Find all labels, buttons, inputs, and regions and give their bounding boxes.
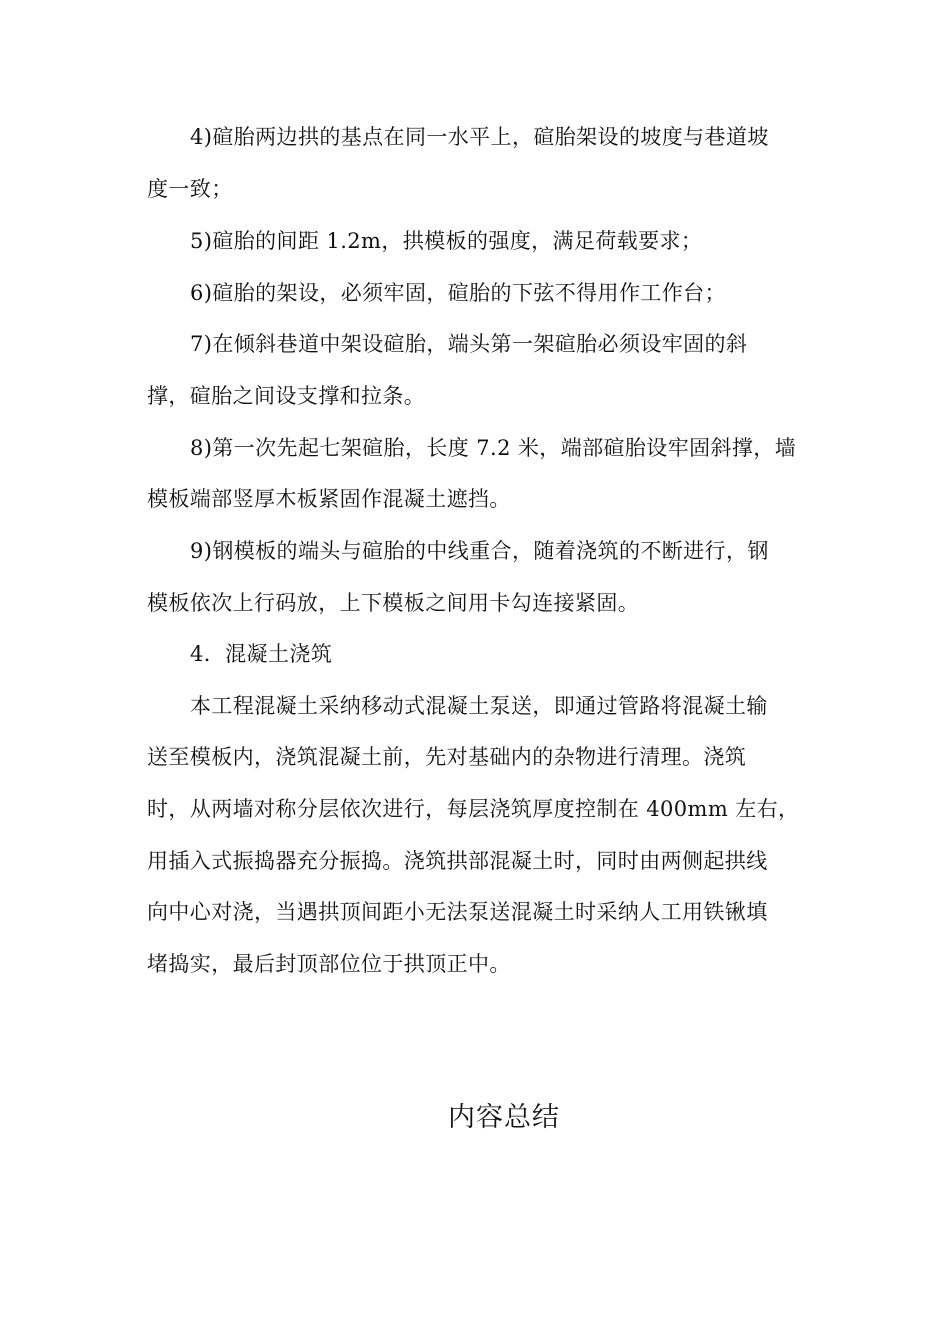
paragraph-line: 4)碹胎两边拱的基点在同一水平上，碹胎架设的坡度与巷道坡 xyxy=(190,125,769,149)
paragraph-line: 7)在倾斜巷道中架设碹胎，端头第一架碹胎必须设牢固的斜 xyxy=(190,332,748,356)
paragraph-line: 时，从两墙对称分层依次进行，每层浇筑厚度控制在 400mm 左右， xyxy=(147,797,800,821)
paragraph-line: 8)第一次先起七架碹胎，长度 7.2 米，端部碹胎设牢固斜撑，墙 xyxy=(190,436,797,460)
paragraph-line: 9)钢模板的端头与碹胎的中线重合，随着浇筑的不断进行，钢 xyxy=(190,539,769,563)
paragraph-line: 向中心对浇，当遇拱顶间距小无法泵送混凝土时采纳人工用铁锹填 xyxy=(147,900,768,924)
summary-title: 内容总结 xyxy=(448,1102,560,1133)
paragraph-line: 本工程混凝土采纳移动式混凝土泵送，即通过管路将混凝土输 xyxy=(190,694,768,718)
section-heading: 4．混凝土浇筑 xyxy=(190,642,333,666)
paragraph-line: 模板端部竖厚木板紧固作混凝土遮挡。 xyxy=(147,487,511,511)
paragraph-line: 用插入式振捣器充分振捣。浇筑拱部混凝土时，同时由两侧起拱线 xyxy=(147,849,768,873)
paragraph-line: 6)碹胎的架设，必须牢固，碹胎的下弦不得用作工作台； xyxy=(190,281,726,305)
paragraph-line: 送至模板内，浇筑混凝土前，先对基础内的杂物进行清理。浇筑 xyxy=(147,745,747,769)
paragraph-line: 模板依次上行码放，上下模板之间用卡勾连接紧固。 xyxy=(147,591,640,615)
paragraph-line: 5)碹胎的间距 1.2m，拱模板的强度，满足荷载要求； xyxy=(190,229,703,253)
paragraph-line: 堵捣实，最后封顶部位位于拱顶正中。 xyxy=(147,952,511,976)
paragraph-line: 撑，碹胎之间设支撑和拉条。 xyxy=(147,384,426,408)
paragraph-line: 度一致； xyxy=(147,177,233,201)
